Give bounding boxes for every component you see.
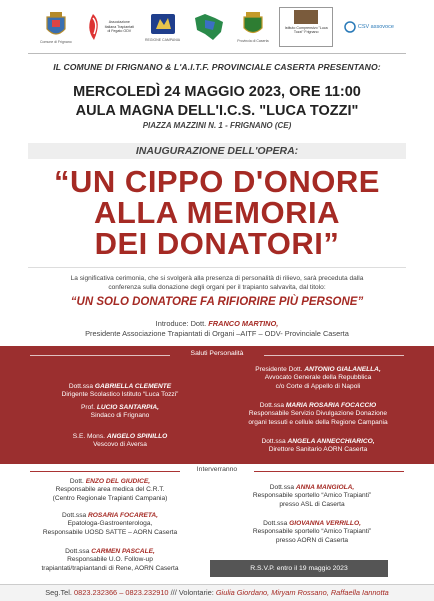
middle-divider: [28, 267, 406, 268]
main-title-line-3: DEI DONATORI”: [94, 226, 340, 261]
description-paragraph: [30, 274, 404, 292]
speaker-role: trapiantati/trapiantandi di Rene, AORN Caserta: [41, 564, 179, 572]
conference-title: “UN SOLO DONATORE FA RIFIORIRE PIÙ PERSONE”: [70, 296, 364, 308]
speaker-name: ENZO DEL GIUDICE,: [85, 478, 151, 485]
speaker-role: Epatologa-Gastroenterologa,: [67, 520, 153, 528]
istituto-picture: [294, 10, 318, 24]
main-title: [0, 166, 434, 259]
rsvp-badge: R.S.V.P. entro il 19 maggio 2023: [210, 560, 388, 577]
speaker: [10, 478, 210, 503]
description-line-2: conferenza sulla donazione degli organi per il trapianto salvavita, dal titolo:: [108, 284, 326, 291]
speaker-title: Dott.ssa: [261, 438, 286, 445]
speaker-title: Dott.ssa: [263, 520, 288, 527]
speaker-name: ANGELO SPINILLO: [106, 433, 168, 440]
introducer-role: Presidente Associazione Trapiantati di Organi –AITF – ODV- Provinciale Caserta: [85, 329, 349, 338]
speaker-title: Dott.ssa: [65, 548, 90, 555]
csv-caption: CSV assovoce: [357, 23, 394, 30]
aitf-caption: Associazione Italiana Trapiantati di Fegato ODV: [104, 20, 135, 34]
speaker-title: S.E. Mons.: [72, 433, 105, 440]
speaker-role: presso AORN di Caserta: [275, 536, 349, 544]
event-place: AULA MAGNA DELL'I.C.S. "LUCA TOZZI": [75, 103, 359, 119]
presenters-line: IL COMUNE DI FRIGNANO & L'A.I.T.F. PROVINCIALE CASERTA PRESENTANO:: [53, 62, 381, 72]
speaker-name: CARMEN PASCALE,: [91, 548, 155, 555]
footer-seg-label: Seg.Tel.: [45, 588, 72, 597]
speaker-title: Dott.: [69, 478, 84, 485]
main-title-line-1: “UN CIPPO D'ONORE: [54, 164, 380, 199]
speaker-role: (Centro Regionale Trapianti Campania): [52, 494, 168, 502]
speaker-name: GABRIELLA CLEMENTE: [94, 383, 172, 390]
speaker-role: Responsabile area medica del C.R.T.: [55, 486, 165, 494]
istituto-logo: [279, 7, 333, 47]
greeting-speaker: [20, 404, 220, 421]
speaker-role: Responsabile UOSD SATTE – AORN Caserta: [42, 528, 178, 536]
speaker-title: Dott.ssa: [259, 402, 284, 409]
footer-phones: 0823.232366 – 0823.232910: [74, 588, 169, 597]
footer-contacts: [0, 584, 434, 601]
event-address: PIAZZA MAZZINI N. 1 - FRIGNANO (CE): [142, 121, 292, 130]
footer-volunteers-label: /// Volontarie:: [170, 588, 214, 597]
speaker-title: Presidente Dott.: [255, 366, 303, 373]
comune-frignano-logo: [40, 11, 72, 44]
campania-map-logo: [191, 12, 227, 42]
speaker: [10, 548, 210, 573]
speaker-role: c/o Corte di Appello di Napoli: [275, 382, 361, 390]
inauguration-heading: INAUGURAZIONE DELL'OPERA:: [135, 145, 299, 157]
speaker: [212, 520, 412, 545]
speaker-name: ANTONIO GIALANELLA,: [304, 366, 381, 373]
introducer-prefix: Introduce: Dott.: [155, 319, 207, 328]
greeting-speaker: [20, 433, 220, 450]
event-date: MERCOLEDÌ 24 MAGGIO 2023, ORE 11:00: [73, 84, 361, 100]
greetings-label: Saluti Personalità: [190, 350, 244, 357]
speaker-role: Responsabile Servizio Divulgazione Donazione: [248, 410, 388, 418]
speaker: [10, 512, 210, 537]
introducer: [0, 319, 434, 339]
istituto-caption: Istituto Comprensivo "Luca Tozzi" Frignano: [284, 26, 328, 35]
speaker-role: Direttore Sanitario AORN Caserta: [268, 446, 368, 454]
greeting-speaker: [20, 383, 220, 400]
main-title-line-2: ALLA MEMORIA: [94, 195, 340, 230]
comune-frignano-caption: Comune di Frignano: [40, 39, 72, 44]
speaker-role: Responsabile sportello “Amico Trapianti”: [252, 528, 372, 536]
speaker-role: Dirigente Scolastico Istituto “Luca Tozzi”: [61, 391, 179, 399]
speaker-name: MARIA ROSARIA FOCACCIO: [285, 402, 377, 409]
speaker-title: Dott.ssa: [269, 484, 294, 491]
speaker-role: presso ASL di Caserta: [279, 500, 345, 508]
introducer-name: FRANCO MARTINO,: [208, 319, 279, 328]
speaker-role: Responsabile U.O. Follow-up: [67, 556, 153, 564]
speaker-role: Sindaco di Frignano: [90, 412, 150, 420]
provincia-caserta-logo: [237, 12, 268, 43]
speaker-title: Prof.: [81, 404, 95, 411]
speaker-name: ANGELA ANNECCHIARICO,: [287, 438, 375, 445]
greeting-speaker: [218, 438, 418, 455]
speaker: [212, 484, 412, 509]
speaker-role: Avvocato Generale della Repubblica: [264, 374, 372, 382]
speakers-label: Interverranno: [196, 466, 238, 473]
provincia-caserta-caption: Provincia di Caserta: [237, 38, 269, 43]
aitf-logo: [82, 12, 134, 42]
speaker-role: organi tessuti e cellule della Regione Campania: [248, 418, 388, 426]
speaker-title: Dott.ssa: [68, 383, 93, 390]
top-divider: [28, 53, 406, 54]
greeting-speaker: [218, 402, 418, 427]
speaker-name: GIOVANNA VERRILLO,: [289, 520, 361, 527]
logo-strip: [40, 4, 394, 50]
speaker-role: Vescovo di Aversa: [93, 441, 147, 449]
greeting-speaker: [218, 366, 418, 391]
speaker-name: LUCIO SANTARPIA,: [96, 404, 159, 411]
description-line-1: La significativa cerimonia, che si svolgerà alla presenza di personalità di rilievo, sarà preceduta dalla: [70, 275, 364, 282]
speaker-title: Dott.ssa: [62, 512, 87, 519]
regione-campania-caption: REGIONE CAMPANIA: [144, 37, 181, 42]
csv-logo: [344, 20, 394, 34]
speaker-name: ROSARIA FOCARETA,: [88, 512, 158, 519]
regione-campania-logo: [145, 13, 180, 42]
speaker-role: Responsabile sportello “Amico Trapianti”: [252, 492, 372, 500]
footer-volunteers: Giulia Giordano, Miryam Rossano, Raffaella Iannotta: [215, 588, 389, 597]
speaker-name: ANNA MANGIOLA,: [295, 484, 355, 491]
